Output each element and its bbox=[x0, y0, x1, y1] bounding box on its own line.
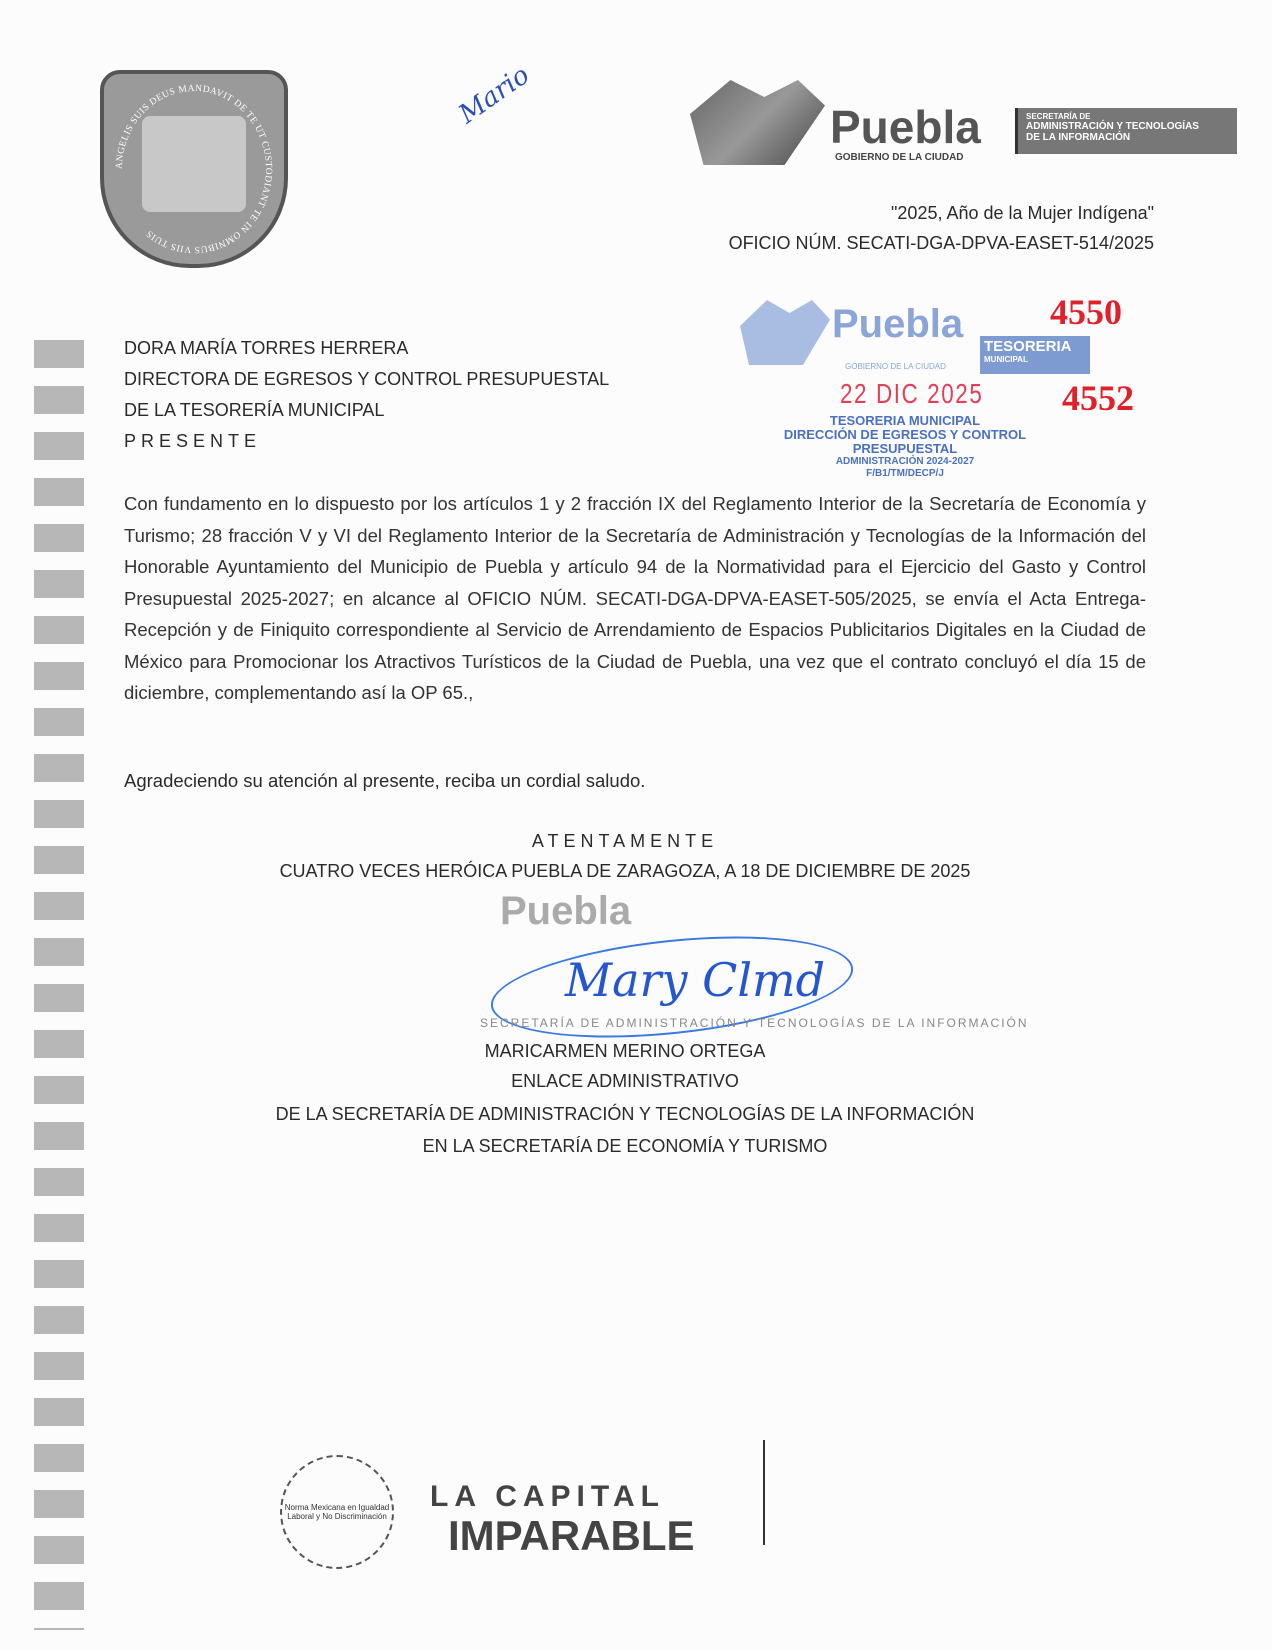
capital-label: LA CAPITAL bbox=[430, 1480, 665, 1513]
crest-motto-ring bbox=[104, 74, 284, 264]
stamp-line: TESORERIA MUNICIPAL bbox=[829, 413, 981, 428]
folio-number-1: 4550 bbox=[1050, 292, 1122, 332]
addressee-title: DIRECTORA DE EGRESOS Y CONTROL PRESUPUESTAL bbox=[124, 369, 610, 389]
secretaria-line: DE LA INFORMACIÓN bbox=[1026, 132, 1131, 143]
direction-stamp bbox=[760, 414, 1050, 480]
secretaria-label bbox=[1015, 108, 1237, 154]
place-date: CUATRO VECES HERÓICA PUEBLA DE ZARAGOZA, A 18 DE DICIEMBRE DE 2025 bbox=[279, 861, 971, 881]
oficio-number: OFICIO NÚM. SECATI-DGA-DPVA-EASET-514/2025 bbox=[728, 233, 1154, 253]
closing-line: Agradeciendo su atención al presente, reciba un cordial saludo. bbox=[124, 770, 646, 791]
stamp-line: PRESUPUESTAL bbox=[852, 441, 958, 456]
received-stamp-gob: GOBIERNO DE LA CIUDAD bbox=[845, 362, 946, 371]
atentamente: ATENTAMENTE bbox=[531, 831, 719, 851]
secretaria-line: ADMINISTRACIÓN Y TECNOLOGÍAS bbox=[1026, 121, 1199, 132]
received-stamp-logo: Puebla bbox=[832, 302, 964, 346]
folio-number-2: 4552 bbox=[1062, 378, 1134, 418]
signer-dept-2: EN LA SECRETARÍA DE ECONOMÍA Y TURISMO bbox=[422, 1136, 828, 1156]
secretaria-line: SECRETARÍA DE bbox=[1026, 112, 1091, 121]
addressee-office: DE LA TESORERÍA MUNICIPAL bbox=[124, 400, 385, 420]
signer-name: MARICARMEN MERINO ORTEGA bbox=[484, 1041, 766, 1061]
municipal-label: MUNICIPAL bbox=[984, 355, 1028, 364]
puebla-logo-icon bbox=[690, 80, 825, 165]
crest-motto-text: ANGELIS SUIS DEUS MANDAVIT DE TE UT CUSTODIANT TE IN OMNIBUS VIIS TUIS bbox=[114, 83, 274, 255]
addressee-block bbox=[124, 333, 609, 457]
addressee-name: DORA MARÍA TORRES HERRERA bbox=[124, 338, 409, 358]
logo-subtitle: GOBIERNO DE LA CIUDAD bbox=[835, 152, 964, 163]
year-motto: "2025, Año de la Mujer Indígena" bbox=[891, 203, 1154, 223]
stamp-line: F/B1/TM/DECP/J bbox=[866, 468, 944, 479]
received-date: 22 DIC 2025 bbox=[840, 378, 984, 409]
city-crest-logo bbox=[100, 70, 288, 268]
received-stamp-logo-icon bbox=[740, 300, 830, 365]
handwritten-note: Mario bbox=[453, 60, 536, 130]
received-stamp-tesoreria bbox=[980, 336, 1090, 374]
footer-divider bbox=[763, 1440, 765, 1545]
puebla-logo: Puebla bbox=[830, 101, 981, 153]
signature-stamp-text: SECRETARÍA DE ADMINISTRACIÓN Y TECNOLOGÍAS DE LA INFORMACIÓN bbox=[480, 1016, 1029, 1030]
imparable-label: IMPARABLE bbox=[448, 1512, 695, 1559]
presente: PRESENTE bbox=[124, 431, 262, 451]
stamp-line: DIRECCIÓN DE EGRESOS Y CONTROL bbox=[783, 427, 1027, 442]
norma-igualdad-seal: Norma Mexicana en Igualdad Laboral y No Discriminación bbox=[280, 1455, 394, 1569]
stamp-line: ADMINISTRACIÓN 2024-2027 bbox=[835, 456, 975, 467]
signer-dept-1: DE LA SECRETARÍA DE ADMINISTRACIÓN Y TECNOLOGÍAS DE LA INFORMACIÓN bbox=[275, 1104, 975, 1124]
handwritten-signature: Mary Clmd bbox=[565, 953, 826, 1007]
body-paragraph: Con fundamento en lo dispuesto por los artículos 1 y 2 fracción IX del Reglamento Interior de la Secretaría de Economía y Turismo; 28 fracción V y VI del Reglamento Interior de la Secretaría de Administración y Tecnologías de la Información del Honorable Ayuntamiento del Municipio de Puebla y artículo 94 de la Normatividad para el Ejercicio del Gasto y Control Presupuestal 2025-2027; en alcance al OFICIO NÚM. SECATI-DGA-DPVA-EASET-505/2025, se envía el Acta Entrega-Recepción y de Finiquito correspondiente al Servicio de Arrendamiento de Espacios Publicitarios Digitales en la Ciudad de México para Promocionar los Atractivos Turísticos de la Ciudad de Puebla, una vez que el contrato concluyó el día 15 de diciembre, complementando así la OP 65., bbox=[124, 493, 1146, 703]
svg-text:ANGELIS SUIS DEUS MANDAVIT DE bbox=[115, 84, 273, 254]
signature-stamp-logo: Puebla bbox=[500, 889, 632, 933]
decorative-border bbox=[34, 340, 84, 1630]
signer-role: ENLACE ADMINISTRATIVO bbox=[511, 1071, 739, 1091]
tesoreria-label: TESORERIA bbox=[984, 338, 1072, 355]
